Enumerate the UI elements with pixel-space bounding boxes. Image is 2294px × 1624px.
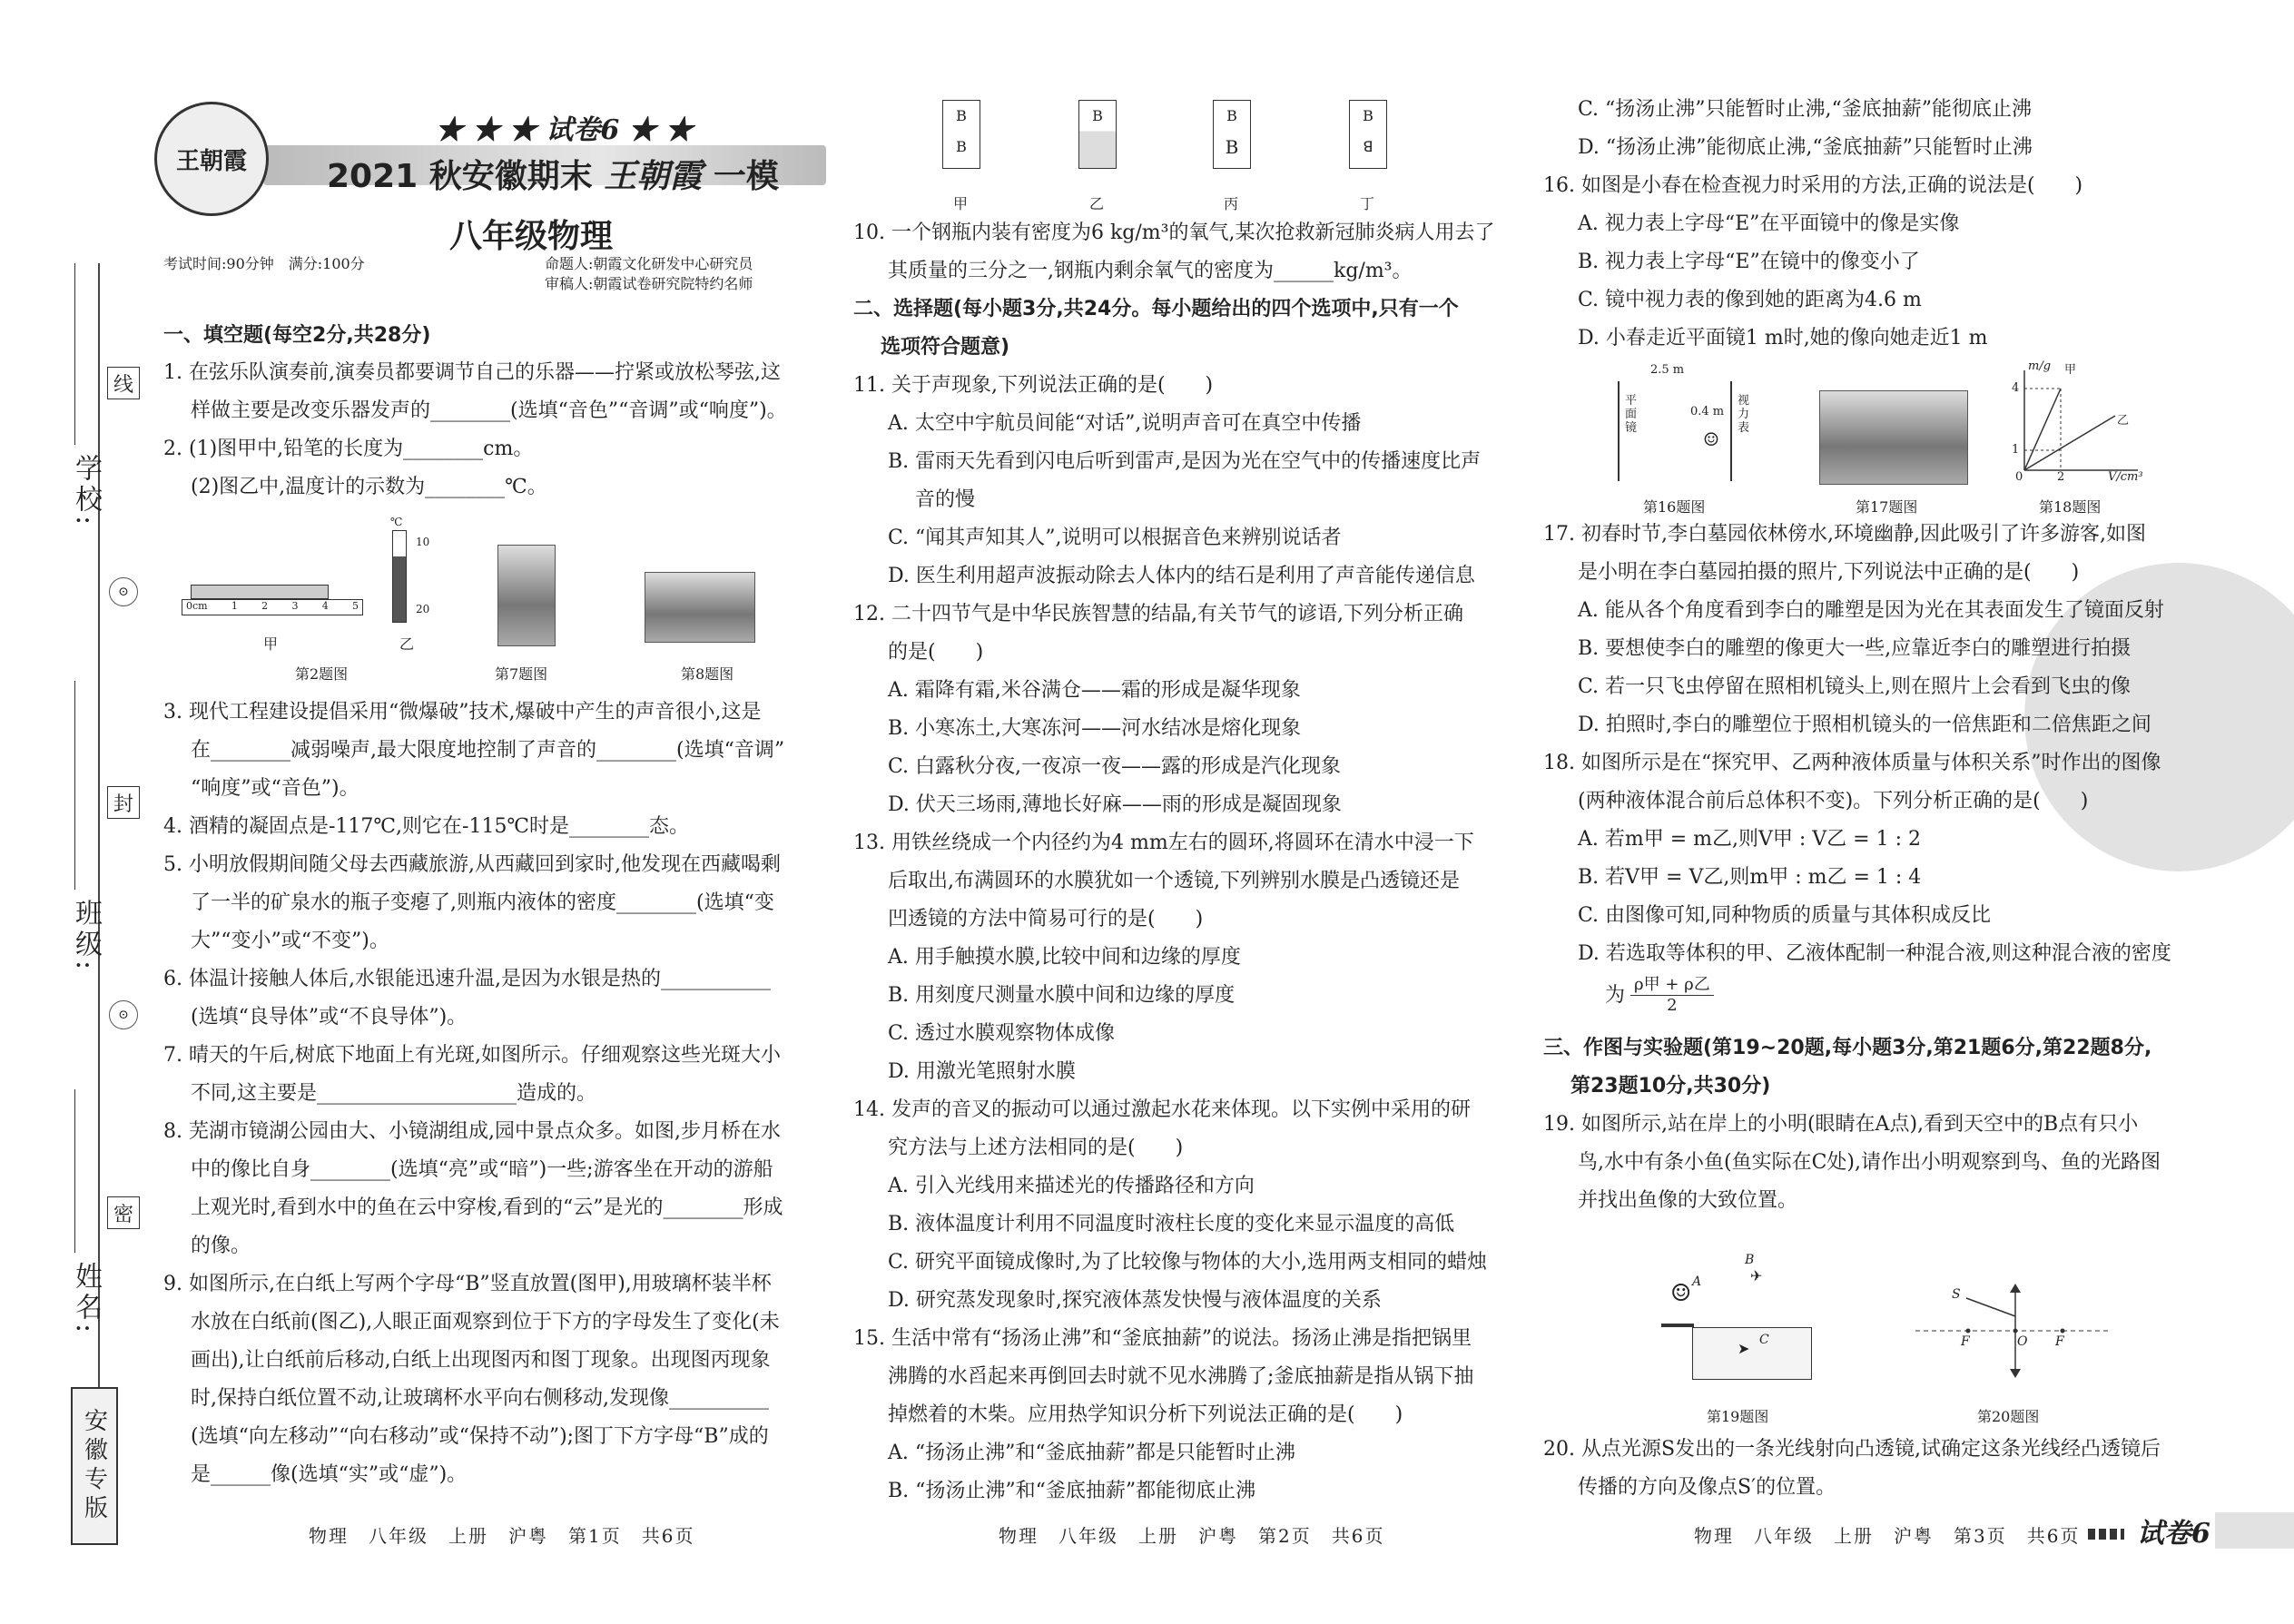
thermometer-icon — [392, 530, 407, 623]
caption-fig19: 第19题图 — [1707, 1408, 1769, 1425]
question-1: 1. 在弦乐队演奏前,演奏员都要调节自己的乐器——拧紧或放松琴弦,这 样做主要是改变乐器发声的________(选填“音色”“音调”或“响度”)。 2. (1)图甲中,铅笔的长度为________cm。 (2)图乙中,温度计的示数为________℃。 — [163, 361, 787, 498]
fig9-label: 丁 — [1360, 195, 1375, 212]
caption-fig8: 第8题图 — [681, 665, 734, 683]
reviewer: 审稿人:朝霞试卷研究院特约名师 — [545, 275, 753, 292]
question-20: 20. 从点光源S发出的一条光线射向凸透镜,试确定这条光线经凸透镜后 传播的方向及像点S′的位置。 — [1543, 1438, 2161, 1499]
section-fill-blank: 一、填空题(每空2分,共28分) — [163, 324, 431, 347]
ruler-label: 甲 — [263, 635, 279, 653]
density-formula: 为 ρ甲 + ρ乙 2 — [1605, 971, 1714, 1015]
name-field[interactable] — [74, 1089, 75, 1253]
fig9-card-yi: B — [1078, 100, 1117, 169]
binding-hole-icon: ⊙ — [109, 577, 138, 606]
edition-badge: 安徽专版 — [71, 1387, 118, 1545]
class-label: 班级: — [70, 899, 102, 974]
page-footer-2: 物理 八年级 上册 沪粤 第2页 共6页 — [999, 1525, 1385, 1547]
mirror-line — [1618, 381, 1620, 481]
page-footer-1: 物理 八年级 上册 沪粤 第1页 共6页 — [309, 1525, 695, 1547]
fig9-label: 甲 — [953, 195, 969, 212]
questions-10-15: 10. 一个钢瓶内装有密度为6 kg/m³的氧气,某次抢救新冠肺炎病人用去了 其质量的三分之一,钢瓶内剩余氧气的密度为______kg/m³。 二、选择题(每小题3分,共24分。每小题给出的四个选项中,只有一个 选项符合题意) 11. 关于声现象,下列说法正确的是( ) A. 太空中宇航员间能“对话”,说明声音可在真空中传播 B. 雷雨天先看到闪电后听到雷声,是因为光在空气中的传播速度比声 音的慢 C. “闻其声知其人”,说明可以根据音色来辨别说话者 D. 医生利用超声波振动除去人体内的结石是利用了声音能传递信息 12. 二十四节气是中华民族智慧的结晶,有关节气的谚语,下列分析正确 的是( ) A. 霜降有霜,米谷满仓——霜的形成是凝华现象 B. 小寒冻土,大寒冻河——河水结冰是熔化现象 C. 白露秋分夜,一夜凉一夜——露的形成是汽化现象 D. 伏天三场雨,薄地长好麻——雨的形成是凝固现象 13. 用铁丝绕成一个内径约为4 mm左右的圆环,将圆环在清水中浸一下 后取出,布满圆环的水膜犹如一个透镜,下列辨别水膜是凸透镜还是 凹透镜的方法中简易可行的是( ) A. 用手触摸水膜,比较中间和边缘的厚度 B. 用刻度尺测量水膜中间和边缘的厚度 C. 透过水膜观察物体成像 D. 用激光笔照射水膜 14. 发声的音叉的振动可以通过激起水花来体现。以下实例中采用的研 究方法与上述方法相同的是( ) A. 引入光线用来描述光的传播路径和方向 B. 液体温度计利用不同温度时液柱长度的变化来显示温度的高低 C. 研究平面镜成像时,为了比较像与物体的大小,选用两支相同的蜡烛 D. 研究蒸发现象时,探究液体蒸发快慢与液体温度的关系 15. 生活中常有“扬汤止沸”和“釜底抽薪”的说法。扬汤止沸是指把锅里 沸腾的水舀起来再倒回去时就不见水沸腾了;釜底抽薪是指从锅下抽 掉燃着的木柴。应用热学知识分析下列说法正确的是( ) A. “扬汤止沸”和“釜底抽薪”都是只能暂时止沸 B. “扬汤止沸”和“釜底抽薪”都能彻底止沸 — [853, 214, 1516, 1511]
exam-title: 2021 秋安徽期末 王朝霞 一模 — [327, 157, 779, 195]
questions-15-16: C. “扬汤止沸”只能暂时止沸,“釜底抽薪”能彻底止沸 D. “扬汤止沸”能彻底止沸,“釜底抽薪”只能暂时止沸 16. 如图是小春在检查视力时采用的方法,正确的说法是( ) A. 视力表上字母“E”在平面镜中的像是实像 B. 视力表上字母“E”在镜中的像变小了 C. 镜中视力表的像到她的距离为4.6 m D. 小春走近平面镜1 m时,她的像向她走近1 m — [1543, 98, 2083, 349]
subject-title: 八年级物理 — [449, 217, 614, 255]
chart-line — [1730, 381, 1732, 481]
name-label: 姓名: — [70, 1262, 102, 1337]
decor-bar — [2088, 1529, 2124, 1540]
author: 命题人:朝霞文化研发中心研究员 — [545, 255, 753, 272]
exam-badge: 试卷6 — [2137, 1518, 2210, 1550]
fig9-label: 丙 — [1224, 195, 1239, 212]
tomb-photo — [1819, 390, 1968, 485]
caption-fig2: 第2题图 — [295, 665, 349, 683]
lens-diagram — [1915, 1280, 2112, 1380]
pencil-icon — [191, 585, 329, 599]
bird-icon: ✈ — [1750, 1267, 1763, 1284]
seal-mark-line: 线 — [107, 367, 140, 399]
caption-fig20: 第20题图 — [1977, 1408, 2040, 1425]
section3-and-q19: 三、作图与实验题(第19~20题,每小题3分,第21题6分,第22题8分, 第23题10分,共30分) 19. 如图所示,站在岸上的小明(眼睛在A点),看到天空中的B点有只小 鸟,水中有条小鱼(鱼实际在C处),请作出小明观察到鸟、鱼的光路图 并找出鱼像的大致位置。 — [1543, 1029, 2215, 1220]
caption-fig17: 第17题图 — [1856, 498, 1918, 516]
thermometer-figure: ℃ 10 20 — [385, 516, 439, 634]
binding-hole-icon: ⊙ — [109, 1000, 138, 1029]
bridge-photo — [645, 572, 755, 643]
seal-mark-secret: 密 — [107, 1196, 140, 1229]
fig16-eye-test: 2.5 m 0.4 m 平面镜 视力表 ☺ — [1614, 363, 1750, 481]
seal-mark-seal: 封 — [107, 786, 140, 819]
fig9-card-ding: B ꓭ — [1349, 100, 1387, 169]
fig9-label: 乙 — [1089, 195, 1105, 212]
class-field[interactable] — [74, 681, 75, 890]
fish-icon: ➤ — [1738, 1340, 1750, 1357]
page-footer-3: 物理 八年级 上册 沪粤 第3页 共6页 — [1694, 1525, 2081, 1547]
person-icon: ☺ — [1703, 428, 1719, 450]
fig18-graph: m/g 甲 乙 V/cm³ 4 1 2 0 — [2006, 363, 2142, 481]
school-label: 学校: — [70, 454, 102, 529]
ruler-figure — [182, 572, 372, 612]
brand-name: 王朝霞 — [604, 157, 703, 195]
section-choice: 二、选择题(每小题3分,共24分。每小题给出的四个选项中,只有一个 — [853, 298, 1459, 320]
fig9-card-bing: B B — [1213, 100, 1251, 169]
ruler-scale: 0cm 1 2 3 4 5 — [182, 599, 363, 615]
fig20-convex-lens: S F O F — [1915, 1280, 2112, 1380]
questions-3-9: 3. 现代工程建设提倡采用“微爆破”技术,爆破中产生的声音很小,这是 在________减弱噪声,最大限度地控制了声音的________(选填“音调” “响度”或“音色”)。 4. 酒精的凝固点是-117℃,则它在-115℃时是________态。 5. 小明放假期间随父母去西藏旅游,从西藏回到家时,他发现在西藏喝剩 了一半的矿泉水的瓶子变瘪了,则瓶内液体的密度________(选填“变 大”“变小”或“不变”)。 6. 体温计接触人体后,水银能迅速升温,是因为水银是热的___________ (选填“良导体”或“不良导体”)。 7. 晴天的午后,树底下地面上有光斑,如图所示。仔细观察这些光斑大小 不同,这主要是____________________造成的。 8. 芜湖市镜湖公园由大、小镜湖组成,园中景点众多。如图,步月桥在水 中的像比自身________(选填“亮”或“暗”)一些;游客坐在开动的游船 上观光时,看到水中的鱼在云中穿梭,看到的“云”是光的________形成 的像。 9. 如图所示,在白纸上写两个字母“B”竖直放置(图甲),用玻璃杯装半杯 水放在白纸前(图乙),人眼正面观察到位于下方的字母发生了变化(未 画出),让白纸前后移动,白纸上出现图丙和图丁现象。出现图丙现象 时,保持白纸位置不动,让玻璃杯水平向右侧移动,发现像__________ (选填“向左移动”“向右移动”或“保持不动”);图丁下方字母“B”成的 是______像(选填“实”或“虚”)。 — [163, 701, 785, 1486]
brand-logo: 王朝霞 — [154, 102, 269, 216]
caption-fig18: 第18题图 — [2039, 498, 2102, 516]
fig19-bird-fish: ☺ A B ✈ C ➤ — [1661, 1253, 1816, 1380]
series-label: ★ ★ ★ 试卷6 ★ ★ — [436, 114, 694, 146]
time-score: 考试时间:90分钟 满分:100分 — [163, 255, 365, 272]
fig9-card-jia: B B — [942, 100, 980, 169]
thermometer-label: 乙 — [399, 635, 415, 653]
corner-tab — [2215, 1512, 2294, 1549]
caption-fig7: 第7题图 — [495, 665, 548, 683]
school-field[interactable] — [74, 263, 75, 445]
section-drawing: 三、作图与实验题(第19~20题,每小题3分,第21题6分,第22题8分, — [1543, 1037, 2152, 1059]
shore-ledge — [1661, 1324, 1694, 1327]
boy-icon: ☺ — [1670, 1280, 1692, 1307]
water-tank — [1692, 1327, 1812, 1380]
questions-17-18: 17. 初春时节,李白墓园依林傍水,环境幽静,因此吸引了许多游客,如图 是小明在李白墓园拍摄的照片,下列说法中正确的是( ) A. 能从各个角度看到李白的雕塑是因为光在其表面发生了镜面反射 B. 要想使李白的雕塑的像更大一些,应靠近李白的雕塑进行拍摄 C. 若一只飞虫停留在照相机镜头上,则在照片上会看到飞虫的像 D. 拍照时,李白的雕塑位于照相机镜头的一倍焦距和二倍焦距之间 18. 如图所示是在“探究甲、乙两种液体质量与体积关系”时作出的图像 (两种液体混合前后总体积不变)。下列分析正确的是( ) A. 若m甲 = m乙,则V甲 : V乙 = 1 : 2 B. 若V甲 = V乙,则m甲 : m乙 = 1 : 4 C. 由图像可知,同种物质的质量与其体积成反比 D. 若选取等体积的甲、乙液体配制一种混合液,则这种混合液的密度 — [1543, 523, 2171, 965]
tree-shade-photo — [497, 545, 556, 646]
caption-fig16: 第16题图 — [1643, 498, 1706, 516]
